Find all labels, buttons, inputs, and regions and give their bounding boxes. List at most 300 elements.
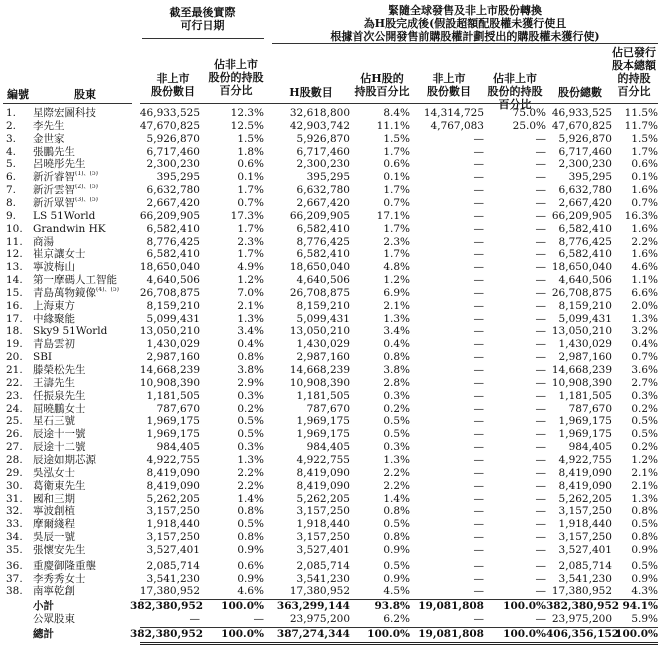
table-row (0, 377, 660, 390)
cell-0: 5,926,870 (146, 132, 200, 145)
row-number: 18. (6, 325, 23, 338)
shareholder-name-text: 總計 (33, 628, 54, 640)
cell-7: 0.5% (631, 428, 658, 441)
cell-3: 1.4% (383, 492, 410, 505)
cell-6: 14,668,239 (551, 364, 612, 376)
shareholder-name-text: 王濤先生 (33, 376, 75, 389)
cell-7: 0.9% (631, 572, 658, 585)
cell-7: 0.3% (631, 389, 658, 402)
cell-2: 3,527,401 (296, 543, 350, 556)
header-unlisted-shares: 非上市 股份數目 (151, 72, 195, 98)
cell-0: 17,380,952 (139, 585, 200, 598)
cell-2: 387,274,344 (276, 628, 350, 640)
cell-4: — (473, 428, 484, 441)
table-row (0, 236, 660, 249)
shareholder-name-text: 辰途十二號 (33, 441, 86, 454)
cell-3: 1.7% (383, 184, 410, 197)
cell-2: 18,650,040 (289, 261, 350, 274)
cell-0: 1,969,175 (146, 428, 200, 441)
cell-2: 26,708,875 (289, 286, 350, 299)
shareholder-name (33, 120, 138, 133)
cell-5: — (535, 376, 546, 389)
cell-2: 8,159,210 (296, 299, 350, 312)
cell-3: 3.4% (383, 325, 410, 338)
row-number: 29. (6, 466, 23, 479)
cell-2: 6,717,460 (296, 145, 350, 158)
cell-7: 2.1% (631, 479, 658, 492)
cell-0: 6,582,410 (146, 248, 200, 261)
cell-2: 1,969,175 (296, 415, 350, 428)
row-number: 31. (6, 492, 23, 505)
cell-1: 1.5% (237, 132, 264, 145)
table-row (0, 210, 660, 223)
cell-7: 0.1% (631, 171, 658, 184)
row-number: 38. (6, 585, 23, 598)
shareholder-name-text: 青島雲初 (33, 338, 75, 351)
cell-5: — (535, 274, 546, 287)
cell-4: — (473, 559, 484, 572)
cell-3: 6.9% (383, 286, 410, 299)
cell-4: — (473, 466, 484, 479)
footnote-ref: (4)、(5) (96, 286, 119, 293)
cell-3: 0.9% (383, 572, 410, 585)
cell-3: 1.7% (383, 222, 410, 235)
table-row (0, 107, 660, 120)
cell-7: 3.2% (631, 325, 658, 338)
shareholder-name-text: 崔京讓女士 (33, 248, 86, 261)
row-number: 27. (6, 441, 23, 454)
cell-1: 1.4% (237, 492, 264, 505)
cell-2: 2,667,420 (296, 196, 350, 209)
cell-4: — (473, 585, 484, 598)
cell-6: 6,582,410 (558, 222, 612, 235)
cell-2: 984,405 (306, 441, 350, 454)
cell-2: 5,926,870 (296, 132, 350, 145)
shareholder-name (33, 248, 138, 261)
shareholder-name (33, 600, 138, 613)
table-row (0, 274, 660, 287)
cell-0: 1,181,505 (146, 389, 200, 402)
cell-2: 2,085,714 (296, 559, 350, 572)
row-number: 17. (6, 312, 23, 325)
row-number: 36. (6, 559, 23, 572)
cell-7: 1.6% (631, 248, 658, 261)
total-double-rule-1 (140, 642, 658, 643)
cell-5: — (535, 235, 546, 248)
cell-1: 17.3% (230, 209, 264, 222)
cell-7: 5.9% (631, 613, 658, 626)
cell-1: 0.6% (237, 559, 264, 572)
cell-6: 26,708,875 (551, 286, 612, 299)
shareholder-name (33, 518, 138, 531)
shareholder-name (33, 505, 138, 518)
cell-6: 3,157,250 (558, 531, 612, 544)
cell-4: — (473, 415, 484, 428)
shareholder-name (33, 454, 138, 467)
cell-6: 13,050,210 (551, 325, 612, 338)
cell-4: — (473, 531, 484, 544)
shareholder-name-text: Grandwin HK (33, 222, 106, 235)
cell-0: 1,430,029 (146, 338, 200, 351)
cell-1: 7.0% (237, 286, 264, 299)
cell-0: 2,300,230 (146, 158, 200, 171)
cell-0: 14,668,239 (139, 364, 200, 376)
shareholder-name-text: 星際宏圖科技 (33, 107, 96, 119)
cell-4: — (473, 222, 484, 235)
shareholder-name-text: 吳泓女士 (33, 466, 75, 479)
cell-4: 19,081,808 (418, 628, 484, 640)
row-number: 16. (6, 299, 23, 312)
cell-4: — (473, 492, 484, 505)
cell-1: 2.2% (237, 466, 264, 479)
cell-2: 1,969,175 (296, 428, 350, 441)
shareholder-name (33, 287, 138, 300)
table-row (0, 480, 660, 493)
table-row (0, 325, 660, 338)
cell-1: 2.2% (237, 479, 264, 492)
cell-0: 5,262,205 (146, 492, 200, 505)
header-after-unlisted-pct: 佔非上市 股份的持股百分比 (487, 72, 543, 111)
cell-7: 1.2% (631, 453, 658, 466)
shareholder-name (33, 531, 138, 544)
table-row (0, 313, 660, 326)
cell-7: 0.5% (631, 518, 658, 531)
header-total-pct: 佔已發行 股本總額 的持股 百分比 (612, 46, 656, 98)
shareholder-name (33, 560, 138, 573)
table-row (0, 184, 660, 197)
header-after-unlisted-shares: 非上市 股份數目 (427, 72, 471, 98)
table-row (0, 403, 660, 416)
cell-2: 1,430,029 (296, 338, 350, 351)
cell-1: 12.3% (230, 107, 264, 119)
cell-5: — (535, 338, 546, 351)
header-h-shares: H股數目 (289, 86, 333, 99)
cell-4: — (473, 376, 484, 389)
group-rule-current (142, 38, 264, 39)
cell-4: 19,081,808 (418, 600, 484, 613)
shareholder-name-text: 寧波梅山 (33, 261, 75, 274)
cell-0: 1,969,175 (146, 415, 200, 428)
table-row (0, 415, 660, 428)
table-row (0, 287, 660, 300)
cell-7: 0.2% (631, 402, 658, 415)
table-row (0, 441, 660, 454)
cell-5: 75.0% (512, 107, 546, 119)
cell-5: — (535, 299, 546, 312)
cell-6: 787,670 (568, 402, 612, 415)
cell-6: 66,209,905 (551, 209, 612, 222)
group-rule-after (272, 43, 658, 44)
shareholder-name (33, 158, 138, 171)
cell-4: — (473, 479, 484, 492)
cell-6: 6,582,410 (558, 248, 612, 261)
cell-7: 6.6% (631, 286, 658, 299)
row-number: 12. (6, 248, 23, 261)
cell-3: 0.3% (383, 389, 410, 402)
shareholder-name-text: 公眾股東 (33, 613, 75, 626)
shareholder-name-text: 星石三號 (33, 415, 75, 428)
cell-4: — (473, 286, 484, 299)
cell-5: — (535, 261, 546, 274)
cell-0: 787,670 (156, 402, 200, 415)
cell-7: 2.1% (631, 466, 658, 479)
cell-0: 4,640,506 (146, 274, 200, 287)
row-number: 11. (6, 235, 23, 248)
cell-1: 0.9% (237, 572, 264, 585)
table-row (0, 585, 660, 598)
cell-6: 17,380,952 (551, 585, 612, 598)
shareholder-name (33, 261, 138, 274)
cell-0: 6,582,410 (146, 222, 200, 235)
cell-5: — (535, 132, 546, 145)
cell-7: 11.7% (624, 119, 658, 132)
cell-1: 100.0% (221, 628, 264, 640)
table-row (0, 560, 660, 573)
cell-2: 5,099,431 (296, 312, 350, 325)
cell-4: 14,314,725 (423, 107, 484, 119)
cell-2: 3,157,250 (296, 531, 350, 544)
cell-6: 1,918,440 (558, 518, 612, 531)
cell-1: 0.3% (237, 441, 264, 454)
cell-4: — (473, 235, 484, 248)
cell-1: 2.1% (237, 299, 264, 312)
shareholder-name-text: 新沂睿智 (33, 171, 75, 184)
shareholder-name (33, 171, 138, 184)
cell-7: 11.5% (624, 107, 658, 119)
cell-2: 8,419,090 (296, 466, 350, 479)
row-number: 25. (6, 415, 23, 428)
cell-1: — (253, 613, 264, 626)
table-row (0, 223, 660, 236)
cell-1: 0.1% (237, 171, 264, 184)
shareholder-name (33, 351, 138, 364)
cell-4: — (473, 613, 484, 626)
cell-2: 13,050,210 (289, 325, 350, 338)
cell-4: — (473, 145, 484, 158)
shareholder-name (33, 313, 138, 326)
cell-6: 1,969,175 (558, 428, 612, 441)
table-row (0, 600, 660, 613)
shareholder-name (33, 441, 138, 454)
row-number: 5. (6, 158, 17, 171)
cell-1: 100.0% (221, 600, 264, 613)
cell-3: 0.1% (383, 171, 410, 184)
row-number: 3. (6, 132, 17, 145)
cell-0: 1,918,440 (146, 518, 200, 531)
cell-4: 4,767,083 (430, 119, 484, 132)
table-row (0, 454, 660, 467)
cell-1: 1.7% (237, 222, 264, 235)
shareholder-name (33, 377, 138, 390)
cell-3: 0.9% (383, 543, 410, 556)
shareholder-name (33, 236, 138, 249)
cell-6: 8,159,210 (558, 299, 612, 312)
cell-3: 6.2% (383, 613, 410, 626)
row-number: 33. (6, 518, 23, 531)
row-number: 35. (6, 543, 23, 556)
row-number: 1. (6, 107, 17, 119)
row-number: 9. (6, 209, 17, 222)
cell-3: 1.3% (383, 453, 410, 466)
cell-4: — (473, 338, 484, 351)
shareholder-name-text: SBI (33, 351, 53, 364)
cell-7: 1.1% (631, 274, 658, 287)
cell-0: 26,708,875 (139, 286, 200, 299)
table-row (0, 531, 660, 544)
cell-6: 5,099,431 (558, 312, 612, 325)
cell-3: 2.3% (383, 235, 410, 248)
cell-2: 1,918,440 (296, 518, 350, 531)
cell-4: — (473, 171, 484, 184)
cell-0: 382,380,952 (130, 628, 204, 640)
cell-7: 0.9% (631, 543, 658, 556)
shareholder-name (33, 403, 138, 416)
cell-3: 2.8% (383, 376, 410, 389)
cell-3: 11.1% (376, 119, 410, 132)
cell-7: 0.7% (631, 351, 658, 364)
table-row (0, 428, 660, 441)
cell-4: — (473, 543, 484, 556)
shareholder-name (33, 146, 138, 159)
cell-6: 382,380,952 (546, 600, 620, 613)
shareholder-name-text: Sky9 51World (33, 325, 108, 338)
cell-1: 3.8% (237, 364, 264, 376)
cell-6: 2,667,420 (558, 196, 612, 209)
shareholder-name-text: 李秀秀女士 (33, 572, 86, 585)
cell-6: 1,969,175 (558, 415, 612, 428)
cell-1: 0.5% (237, 428, 264, 441)
shareholder-name (33, 390, 138, 403)
cell-2: 2,987,160 (296, 351, 350, 364)
cell-0: 3,541,230 (146, 572, 200, 585)
cell-3: 2.2% (383, 479, 410, 492)
shareholder-name (33, 573, 138, 586)
table-row (0, 338, 660, 351)
cell-1: 1.3% (237, 453, 264, 466)
shareholder-name-text: 金世家 (33, 132, 65, 145)
table-row (0, 197, 660, 210)
cell-3: 2.1% (383, 299, 410, 312)
cell-7: 1.6% (631, 184, 658, 197)
group-header-after: 緊隨全球發售及非上市股份轉換 為H股完成後(假設超額配股權未獲行使且 根據首次公開發售前購股權計劃授出的購股權未獲行使) (330, 4, 600, 43)
shareholder-name (33, 544, 138, 557)
cell-3: 0.2% (383, 402, 410, 415)
cell-6: 2,085,714 (558, 559, 612, 572)
cell-6: 1,181,505 (558, 389, 612, 402)
cell-3: 0.6% (383, 158, 410, 171)
cell-1: 0.8% (237, 505, 264, 518)
shareholder-name-text: 國和三期 (33, 492, 75, 505)
cell-0: 47,670,825 (139, 119, 200, 132)
row-number: 15. (6, 286, 23, 299)
cell-2: 8,419,090 (296, 479, 350, 492)
row-number: 8. (6, 196, 17, 209)
row-number: 23. (6, 389, 23, 402)
shareholder-name-text: 葛衛東先生 (33, 479, 86, 492)
cell-5: — (535, 428, 546, 441)
cell-4: — (473, 453, 484, 466)
table-row (0, 518, 660, 531)
shareholder-name-text: 屈曉鵬女士 (33, 402, 86, 415)
cell-3: 0.8% (383, 351, 410, 364)
cell-7: 0.2% (631, 441, 658, 454)
cell-7: 94.1% (622, 600, 658, 613)
cell-2: 4,922,755 (296, 453, 350, 466)
cell-6: 3,527,401 (558, 543, 612, 556)
shareholder-name (33, 613, 138, 626)
table-row (0, 261, 660, 274)
cell-3: 0.7% (383, 196, 410, 209)
cell-6: 8,419,090 (558, 479, 612, 492)
cell-2: 4,640,506 (296, 274, 350, 287)
table-row (0, 505, 660, 518)
cell-3: 0.5% (383, 518, 410, 531)
cell-4: — (473, 184, 484, 197)
shareholder-name (33, 628, 138, 641)
shareholder-name (33, 300, 138, 313)
cell-5: — (535, 248, 546, 261)
shareholder-name (33, 480, 138, 493)
cell-3: 0.4% (383, 338, 410, 351)
cell-7: 1.7% (631, 145, 658, 158)
cell-5: — (535, 325, 546, 338)
cell-2: 363,299,144 (276, 600, 350, 613)
shareholder-name (33, 325, 138, 338)
cell-2: 10,908,390 (289, 376, 350, 389)
cell-6: 3,541,230 (558, 572, 612, 585)
header-no: 編號 (7, 88, 29, 101)
cell-3: 3.8% (383, 364, 410, 376)
table-row (0, 248, 660, 261)
row-number: 4. (6, 145, 17, 158)
row-number: 10. (6, 222, 23, 235)
cell-3: 4.8% (383, 261, 410, 274)
cell-7: 1.3% (631, 492, 658, 505)
shareholder-name-text: 張懷安先生 (33, 543, 86, 556)
cell-1: 0.4% (237, 338, 264, 351)
cell-1: 0.6% (237, 158, 264, 171)
shareholder-name-text: LS 51World (33, 209, 96, 222)
shareholder-name-text: 滕榮松先生 (33, 364, 86, 376)
cell-1: 0.3% (237, 389, 264, 402)
shareholder-name-text: 李先生 (33, 119, 65, 132)
cell-1: 2.9% (237, 376, 264, 389)
cell-7: 0.8% (631, 531, 658, 544)
shareholder-name-text: 小計 (33, 600, 54, 613)
table-row (0, 146, 660, 159)
cell-7: 2.0% (631, 299, 658, 312)
shareholder-name-text: 第一摩碼人工智能 (33, 274, 117, 287)
cell-0: — (189, 613, 200, 626)
cell-6: 2,300,230 (558, 158, 612, 171)
cell-4: — (473, 158, 484, 171)
cell-7: 0.8% (631, 505, 658, 518)
header-rule-right (140, 103, 658, 104)
cell-5: — (535, 453, 546, 466)
shareholder-name-text: 寧波創植 (33, 505, 75, 518)
cell-7: 1.5% (631, 132, 658, 145)
row-number: 26. (6, 428, 23, 441)
cell-2: 787,670 (306, 402, 350, 415)
cell-3: 4.5% (383, 585, 410, 598)
cell-6: 395,295 (568, 171, 612, 184)
cell-5: — (535, 466, 546, 479)
cell-6: 406,356,152 (546, 628, 620, 640)
cell-1: 1.2% (237, 274, 264, 287)
cell-1: 1.3% (237, 312, 264, 325)
cell-0: 3,157,250 (146, 505, 200, 518)
cell-1: 1.8% (237, 145, 264, 158)
